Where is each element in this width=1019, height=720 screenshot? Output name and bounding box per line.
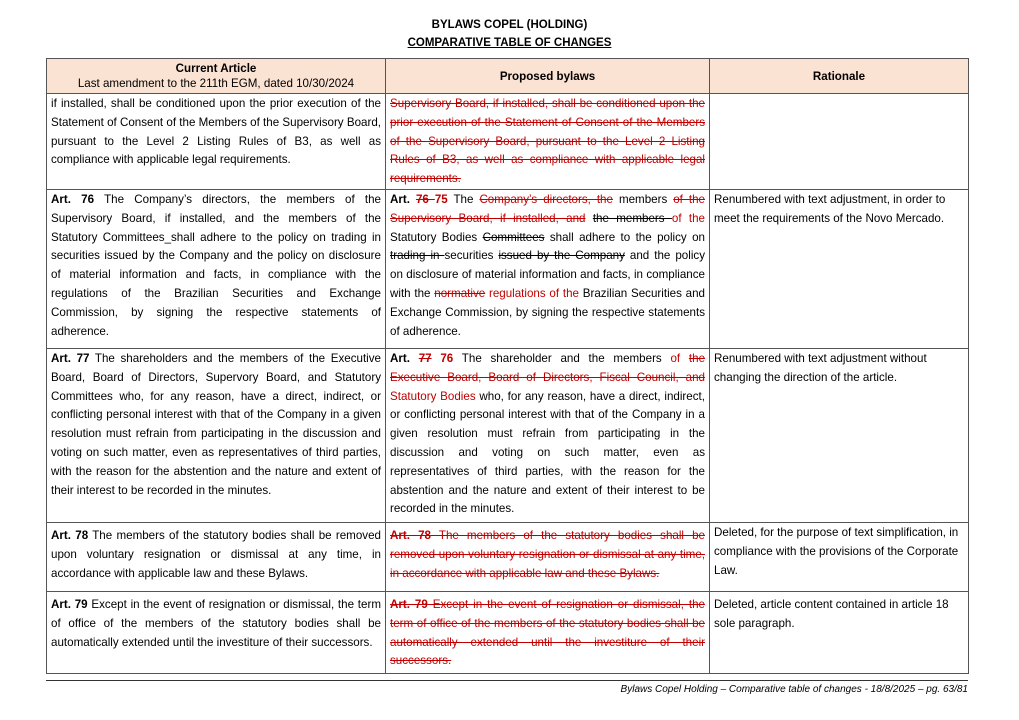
article-label: Art. (390, 192, 416, 206)
proposed-heading: Proposed bylaws (499, 69, 596, 83)
article-number: Art. 77 (51, 351, 90, 365)
deleted-text: of the Supervisory Board, if installed, and (390, 192, 705, 225)
table-row (47, 189, 969, 348)
deleted-text: the Executive Board, Board of Directors, Fiscal Council, and (390, 351, 706, 384)
article-number: Art. 76 (51, 192, 95, 206)
rationale-cell (710, 189, 969, 348)
current-text: The Company’s directors, the members of the Supervisory Board, if installed, and the members of the Statutory Committees_shall adhere to the policy on trading in securities issued by the Company and the policy on disclosure of material information and facts, in compliance with the regulations of the Brazilian Securities and Exchange Commission, by signing the respective statements of adherence. (51, 192, 381, 338)
struck-text: trading in (390, 249, 445, 263)
current-cell (47, 94, 386, 190)
deleted-text: The members of the statutory bodies shall be removed upon voluntary resignation or dismissal at any time, in accordance with applicable law and these Bylaws. (390, 528, 705, 580)
proposed-text: securities (444, 249, 499, 263)
new-article-number: 75 (434, 192, 448, 206)
current-article-subheading: Last amendment to the 211th EGM, dated 10/30/2024 (77, 77, 355, 90)
current-cell (47, 522, 386, 591)
column-header-rationale (710, 59, 969, 94)
rationale-cell (710, 591, 969, 673)
old-article-number: 76 (415, 192, 435, 206)
table-row (47, 522, 969, 591)
proposed-text: Brazilian Securities and Exchange Commission, by signing the respective statements of adherence. (390, 286, 706, 338)
deleted-article-number: Art. 79 (390, 597, 428, 611)
struck-text: the members (592, 211, 672, 225)
rationale-text: Deleted, article content contained in article 18 sole paragraph. (714, 597, 949, 630)
current-text: The members of the statutory bodies shall be removed upon voluntary resignation or dismissal at any time, in accordance with applicable law and these Bylaws. (51, 528, 381, 580)
proposed-text: members (612, 192, 674, 206)
current-text: The shareholders and the members of the Executive Board, Board of Directors, Supervory Board, and Statutory Committees who, for any reason, have a direct, indirect, or conflicting personal interest with that of the Company in a given resolution must refrain from participating in the discussion and voting on such matter, even as representatives of third parties, with the reason for the abstention and the nature and extent of their interest to be recorded in the minutes. (51, 351, 381, 497)
deleted-article-number: Art. 78 (390, 528, 431, 542)
article-label: Art. (390, 351, 419, 365)
table-row (47, 591, 969, 673)
current-cell (47, 591, 386, 673)
proposed-cell (386, 94, 710, 190)
comparative-table (46, 58, 969, 674)
current-text: Except in the event of resignation or dismissal, the term of office of the members of the statutory bodies shall be automatically extended until the investiture of their successors. (51, 597, 381, 649)
deleted-text: Company’s directors, the (479, 192, 613, 206)
column-header-proposed (386, 59, 710, 94)
new-article-number: 76 (431, 351, 454, 365)
rationale-cell (710, 348, 969, 522)
proposed-text: who, for any reason, have a direct, indirect, or conflicting personal interest with that of the Company in a given resolution must refrain from participating in the discussion and voting on such matter, even as representatives of third parties, with the reason for the abstention and the nature and extent of their interest to be recorded in the minutes. (390, 389, 705, 516)
document-title: BYLAWS COPEL (HOLDING) (431, 19, 588, 31)
proposed-text: and the policy on disclosure of material information and facts, in compliance with the (390, 249, 705, 300)
current-text: if installed, shall be conditioned upon the prior execution of the Statement of Consent of the Members of the Supervisory Board, pursuant to the Level 2 Listing Rules of B3, as well as compliance with applicable legal requirements. (51, 97, 381, 167)
article-number: Art. 79 (51, 597, 88, 611)
old-article-number: 77 (418, 351, 432, 365)
inserted-text: Statutory Bodies (390, 389, 476, 403)
inserted-text: of (670, 351, 689, 365)
rationale-text: Renumbered with text adjustment without changing the direction of the article. (714, 351, 927, 384)
proposed-text (586, 212, 593, 225)
deleted-text: Except in the event of resignation or dismissal, the term of office of the members of the statutory bodies shall be automatically extended until the investiture of their successors. (390, 597, 705, 668)
proposed-cell (386, 348, 710, 522)
rationale-heading: Rationale (812, 69, 866, 83)
table-header-row (47, 59, 969, 94)
proposed-cell (386, 522, 710, 591)
current-cell (47, 189, 386, 348)
struck-text: issued by the Company (498, 249, 625, 263)
article-number: Art. 78 (51, 528, 89, 542)
rationale-cell (710, 94, 969, 190)
proposed-text: Statutory Bodies (390, 230, 483, 244)
proposed-cell (386, 591, 710, 673)
rationale-text: Deleted, for the purpose of text simplification, in compliance with the provisions of the Corporate Law. (714, 525, 959, 577)
table-row (47, 348, 969, 522)
current-cell (47, 348, 386, 522)
deleted-text: normative (434, 286, 486, 300)
footer-divider (46, 680, 968, 681)
rationale-text: Renumbered with text adjustment, in order to meet the requirements of the Novo Mercado. (714, 192, 946, 225)
proposed-text: The shareholder and the members (453, 351, 671, 365)
page-footer: Bylaws Copel Holding – Comparative table of changes - 18/8/2025 – pg. 63/81 (620, 684, 968, 695)
table-row (47, 94, 969, 190)
proposed-text: shall adhere to the policy on (544, 230, 705, 244)
inserted-text: of the (671, 211, 705, 225)
column-header-current (47, 59, 386, 94)
inserted-text: regulations of the (485, 286, 579, 300)
document-subtitle: COMPARATIVE TABLE OF CHANGES (407, 37, 612, 49)
current-article-heading: Current Article (175, 62, 257, 75)
struck-text: Committees (482, 230, 545, 244)
deleted-text: Supervisory Board, if installed, shall be conditioned upon the prior execution of the Statement of Consent of the Members of the Supervisory Board, pursuant to the Level 2 Listing Rules of B3, as well as compliance with applicable legal requirements. (390, 97, 705, 186)
proposed-cell (386, 189, 710, 348)
rationale-cell (710, 522, 969, 591)
proposed-text: The (447, 192, 480, 206)
